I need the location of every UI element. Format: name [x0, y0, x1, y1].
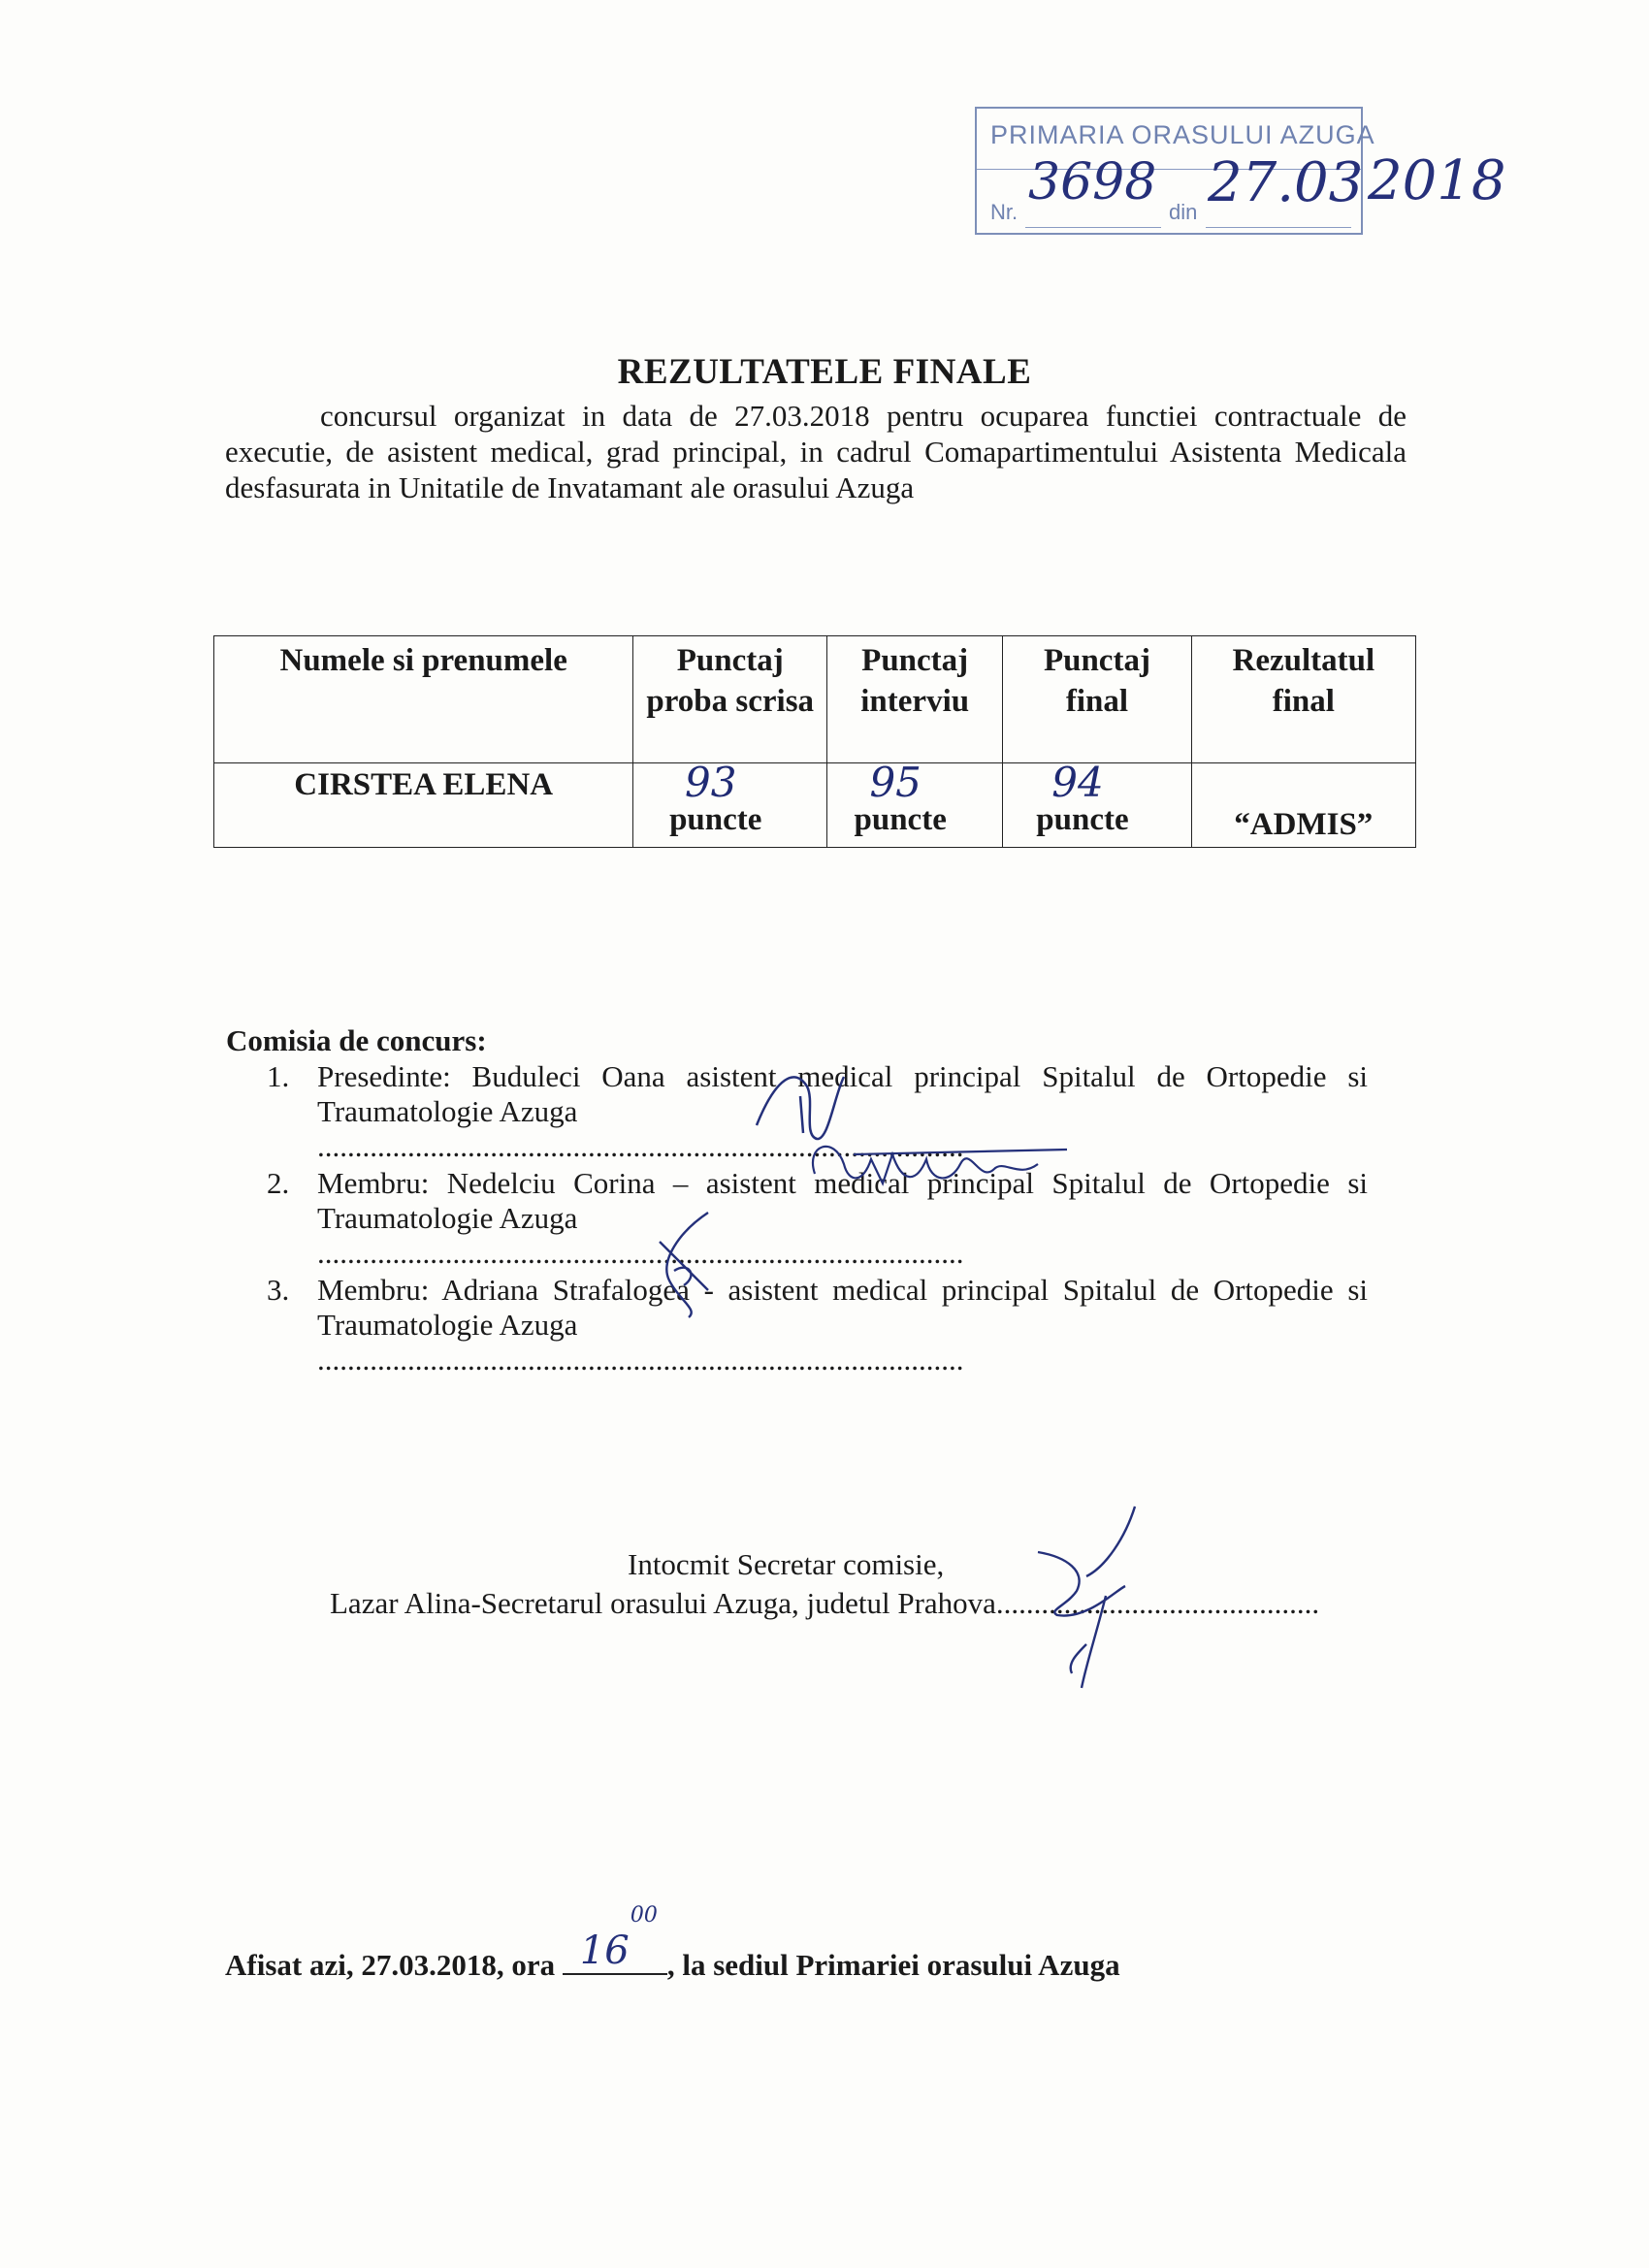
member-number: 2. [267, 1166, 290, 1200]
written-score-value: 93 [685, 759, 737, 806]
secretary-line [330, 1586, 1319, 1621]
stamp-date-line [1206, 227, 1351, 228]
list-item [267, 1059, 1368, 1164]
secretary-name: Lazar Alina-Secretarul orasului Azuga, judetul Prahova [330, 1586, 996, 1620]
posted-prefix: Afisat azi, 27.03.2018, ora [225, 1948, 556, 1982]
stamp-registration-date: 27.03 [1208, 151, 1364, 214]
member-description: Membru: Nedelciu Corina – asistent medical principal Spitalul de Ortopedie si Traumatologie Azuga [317, 1166, 1368, 1235]
document-title: REZULTATELE FINALE [617, 352, 1032, 392]
candidate-name: CIRSTEA ELENA [214, 763, 633, 848]
member-description: Presedinte: Buduleci Oana asistent medical principal Spitalul de Ortopedie si Traumatologie Azuga [317, 1059, 1368, 1128]
header-interview-score: Punctaj interviu [827, 636, 1003, 763]
signature-dots: ...................................................................................... [317, 1236, 964, 1270]
list-item [267, 1166, 1368, 1271]
stamp-nr-line [1025, 227, 1161, 228]
document-intro: concursul organizat in data de 27.03.2018 pentru ocuparea functiei contractuale de executie, de asistent medical, grad principal, in cadrul Comapartimentului Asistenta Medicala desfasurata in Unitatile de Invatamant ale orasului Azuga [225, 399, 1406, 504]
stamp-registration-number: 3698 [1028, 153, 1157, 211]
final-result-cell: “ADMIS” [1191, 763, 1415, 848]
final-score-cell [1003, 759, 1191, 848]
signature-dots: ...................................................................................... [317, 1129, 964, 1163]
results-header-row [214, 636, 1416, 763]
interview-score-unit: puncte [854, 802, 947, 837]
secretary-signature-dots: ........................................... [995, 1586, 1320, 1620]
header-final-score: Punctaj final [1003, 636, 1191, 763]
signature-dots: ...................................................................................... [317, 1343, 964, 1377]
commission-list [267, 1059, 1368, 1379]
posted-notice [225, 1903, 1120, 1983]
header-written-score: Punctaj proba scrisa [633, 636, 827, 763]
commission-heading: Comisia de concurs: [226, 1023, 487, 1057]
secretary-heading: Intocmit Secretar comisie, [628, 1547, 945, 1581]
final-score-unit: puncte [1036, 802, 1129, 837]
posted-time-blank [563, 1903, 667, 1975]
posted-hour: 16 [579, 1928, 630, 1973]
stamp-din-label: din [1169, 200, 1198, 224]
stamp-title: PRIMARIA ORASULUI AZUGA [990, 120, 1375, 149]
header-name: Numele si prenumele [214, 636, 633, 763]
member-description: Membru: Adriana Strafalogea - asistent medical principal Spitalul de Ortopedie si Traumatologie Azuga [317, 1273, 1368, 1342]
member-number: 1. [267, 1059, 290, 1093]
interview-score-value: 95 [869, 759, 922, 806]
member-number: 3. [267, 1273, 290, 1307]
list-item [267, 1273, 1368, 1377]
header-final-result: Rezultatul final [1191, 636, 1415, 763]
stamp-registration-year: 2018 [1368, 149, 1506, 212]
final-score-value: 94 [1051, 759, 1104, 806]
results-table [213, 635, 1416, 848]
stamp-nr-label: Nr. [990, 200, 1018, 224]
table-row [214, 763, 1416, 848]
posted-minutes: 00 [630, 1903, 658, 1928]
written-score-unit: puncte [669, 802, 762, 837]
posted-suffix: , la sediul Primariei orasului Azuga [666, 1948, 1120, 1982]
